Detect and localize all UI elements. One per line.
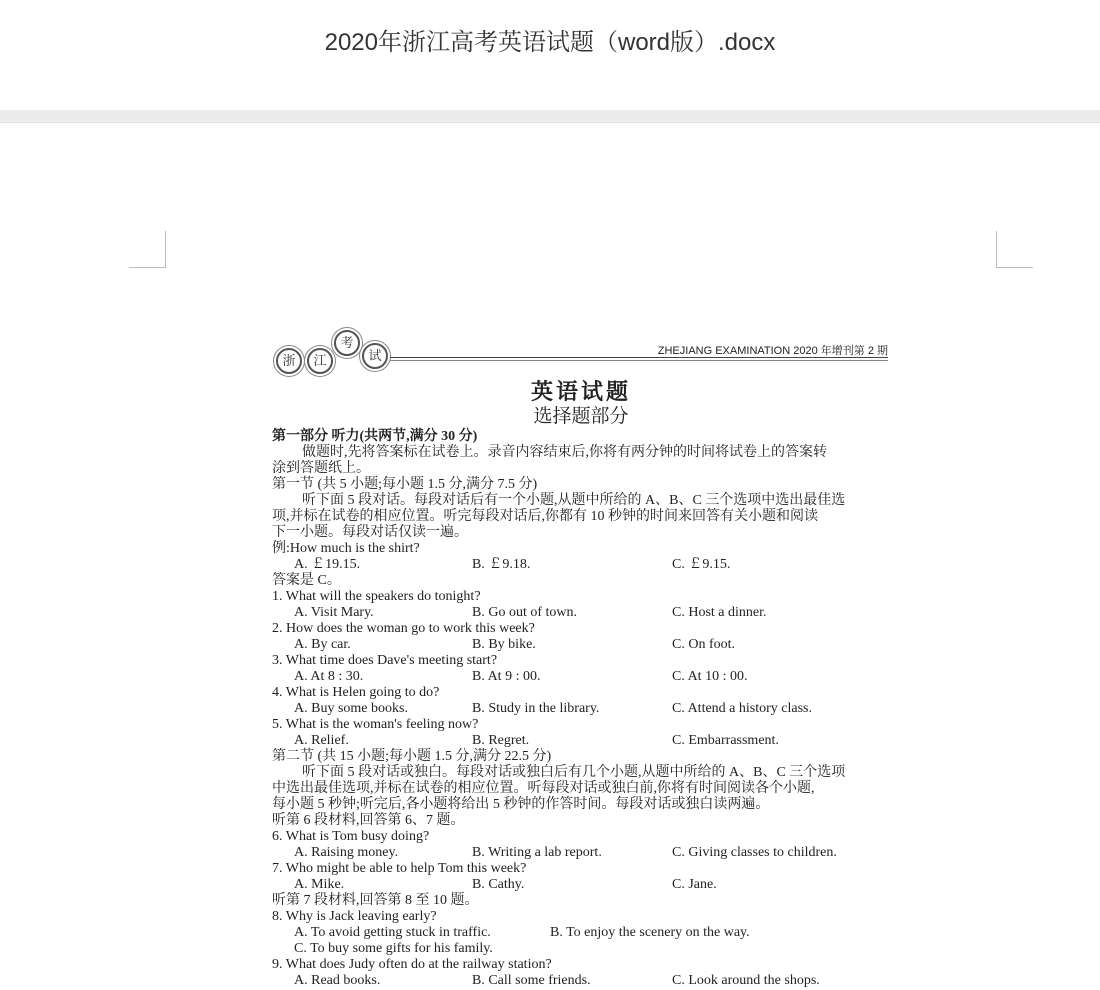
- option-c: C. Attend a history class.: [672, 701, 812, 716]
- document-title: 2020年浙江高考英语试题（word版）.docx: [324, 29, 776, 56]
- paragraph-line: 项,并标在试卷的相应位置。听完每段对话后,你都有 10 秒钟的时间来回答有关小题和阅读: [272, 509, 818, 524]
- question: 1. What will the speakers do tonight?: [272, 589, 481, 604]
- option-b: B. Regret.: [472, 733, 530, 748]
- option-c: C. Host a dinner.: [672, 605, 767, 620]
- paragraph-line: 听下面 5 段对话或独白。每段对话或独白后有几个小题,从题中所给的 A、B、C 三个选项: [302, 765, 846, 780]
- option-c: C. On foot.: [672, 637, 735, 652]
- exam-paper: [272, 328, 890, 989]
- exam-subtitle: 选择题部分: [533, 406, 629, 427]
- question: 7. Who might be able to help Tom this week?: [272, 861, 527, 876]
- option-b: B. By bike.: [472, 637, 536, 652]
- exam-title: 英语试题: [530, 379, 631, 404]
- page-corner-mark-right: [996, 231, 1033, 268]
- option-c: C. Embarrassment.: [672, 733, 779, 748]
- example-answer: 答案是 C。: [272, 573, 341, 588]
- seal-char: 试: [362, 343, 388, 369]
- option-row: [272, 669, 890, 685]
- option-a: A. At 8 : 30.: [294, 669, 364, 684]
- section-heading: 第二节 (共 15 小题;每小题 1.5 分,满分 22.5 分): [272, 749, 552, 764]
- material-heading: 听第 6 段材料,回答第 6、7 题。: [272, 813, 465, 828]
- section-heading: 第一节 (共 5 小题;每小题 1.5 分,满分 7.5 分): [272, 477, 538, 492]
- seal-char: 浙: [276, 348, 302, 374]
- option-a: A. By car.: [294, 637, 351, 652]
- option-c: C. Look around the shops.: [672, 973, 820, 988]
- option-b: B. Writing a lab report.: [472, 845, 602, 860]
- option-c: C. At 10 : 00.: [672, 669, 748, 684]
- header-rule: [390, 360, 888, 361]
- option-row: [272, 925, 890, 941]
- option-b: B. Cathy.: [472, 877, 525, 892]
- title-bar: [0, 0, 1100, 110]
- option-row: [272, 605, 890, 621]
- question: 2. How does the woman go to work this week?: [272, 621, 535, 636]
- option-c: C. Giving classes to children.: [672, 845, 837, 860]
- option-row: [272, 845, 890, 861]
- option-c: C. To buy some gifts for his family.: [294, 941, 493, 956]
- paragraph-line: 做题时,先将答案标在试卷上。录音内容结束后,你将有两分钟的时间将试卷上的答案转: [302, 445, 827, 460]
- journal-label: ZHEJIANG EXAMINATION 2020 年增刊第 2 期: [657, 345, 888, 357]
- option-row: [272, 877, 890, 893]
- option-row: [272, 973, 890, 989]
- option-a: A. To avoid getting stuck in traffic.: [294, 925, 491, 940]
- part-heading: 第一部分 听力(共两节,满分 30 分): [272, 429, 478, 444]
- option-a: A. Buy some books.: [294, 701, 408, 716]
- option-b: B. Go out of town.: [472, 605, 577, 620]
- option-a: A. ￡19.15.: [294, 557, 361, 572]
- option-b: B. ￡9.18.: [472, 557, 531, 572]
- option-b: B. To enjoy the scenery on the way.: [550, 925, 750, 940]
- option-a: A. Visit Mary.: [294, 605, 374, 620]
- option-row: [272, 637, 890, 653]
- option-a: A. Relief.: [294, 733, 349, 748]
- paragraph-line: 下一小题。每段对话仅读一遍。: [272, 525, 468, 540]
- question: 9. What does Judy often do at the railway station?: [272, 957, 552, 972]
- question: 8. Why is Jack leaving early?: [272, 909, 437, 924]
- paragraph-line: 中选出最佳选项,并标在试卷的相应位置。听每段对话或独白前,你将有时间阅读各个小题,: [272, 781, 815, 796]
- option-row: [272, 733, 890, 749]
- paragraph-line: 涂到答题纸上。: [272, 461, 370, 476]
- document-page[interactable]: [0, 123, 1100, 990]
- question: 4. What is Helen going to do?: [272, 685, 440, 700]
- question: 5. What is the woman's feeling now?: [272, 717, 479, 732]
- option-b: B. At 9 : 00.: [472, 669, 541, 684]
- option-a: A. Raising money.: [294, 845, 399, 860]
- seal-char: 江: [307, 348, 333, 374]
- option-row: [272, 701, 890, 717]
- option-a: A. Read books.: [294, 973, 381, 988]
- example-question: 例:How much is the shirt?: [272, 541, 420, 556]
- option-c: C. Jane.: [672, 877, 717, 892]
- option-a: A. Mike.: [294, 877, 345, 892]
- option-b: B. Call some friends.: [472, 973, 591, 988]
- question: 6. What is Tom busy doing?: [272, 829, 430, 844]
- question: 3. What time does Dave's meeting start?: [272, 653, 498, 668]
- paragraph-line: 每小题 5 秒钟;听完后,各小题将给出 5 秒钟的作答时间。每段对话或独白读两遍。: [272, 797, 770, 812]
- toolbar-separator: [0, 110, 1100, 123]
- option-b: B. Study in the library.: [472, 701, 600, 716]
- paragraph-line: 听下面 5 段对话。每段对话后有一个小题,从题中所给的 A、B、C 三个选项中选出最佳选: [302, 493, 846, 508]
- page-corner-mark-left: [129, 231, 166, 268]
- material-heading: 听第 7 段材料,回答第 8 至 10 题。: [272, 893, 479, 908]
- option-c: C. ￡9.15.: [672, 557, 731, 572]
- journal-header: [272, 328, 890, 373]
- seal-char: 考: [334, 330, 360, 356]
- option-row: [272, 557, 890, 573]
- option-row: [272, 941, 890, 957]
